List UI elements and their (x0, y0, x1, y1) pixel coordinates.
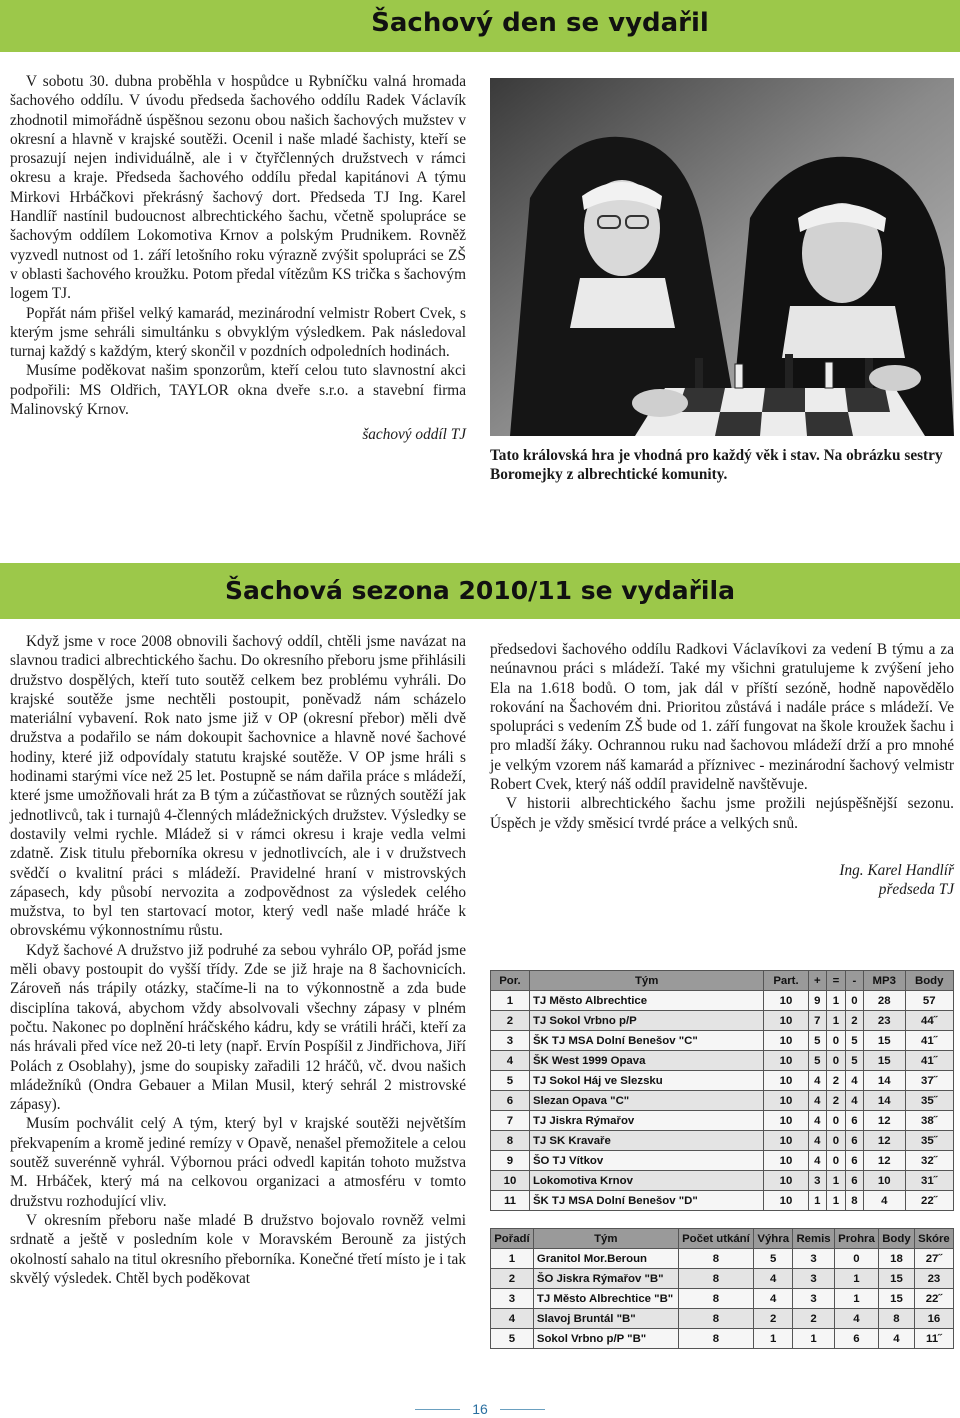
table-cell: 8 (678, 1269, 754, 1289)
table-cell: 4 (808, 1151, 827, 1171)
photo-caption: Tato královská hra je vhodná pro každý věk i stav. Na obrázku sestry Boromejky z albrechtické komunity. (490, 447, 943, 483)
table1-body (491, 991, 954, 1211)
table-header: - (845, 971, 863, 991)
table-cell: 5 (808, 1051, 827, 1071)
article1-body (10, 72, 466, 445)
table-cell: ŠO Jiskra Rýmařov "B" (533, 1269, 678, 1289)
table-header: Skóre (914, 1229, 953, 1249)
page-number: 16 (472, 1401, 488, 1417)
table-cell: 12 (863, 1131, 905, 1151)
table-cell: 57 (905, 991, 954, 1011)
table2-body (491, 1249, 954, 1349)
article1-paragraph: Popřát nám přišel velký kamarád, mezinárodní velmistr Robert Cvek, s kterým jsme sehráli simultánku s obvyklým výsledkem. Pak následoval turnaj každý s každým, který skončil v pozdních odpoledních hodinách. (10, 304, 466, 361)
article1-paragraph: Musíme poděkovat našim sponzorům, kteří celou tuto slavnostní akci podpořili: MS Oldřich, TAYLOR okna dveře s.r.o. a stavební firma Malinovský Krnov. (10, 362, 466, 419)
table-cell: TJ Město Albrechtice (529, 991, 763, 1011)
table-cell: 2 (491, 1269, 534, 1289)
table-cell: 10 (764, 991, 808, 1011)
table-cell: 1 (827, 991, 846, 1011)
signature-name: Ing. Karel Handlíř (839, 861, 954, 879)
photo-illustration (490, 78, 954, 436)
table-cell: 0 (845, 991, 863, 1011)
article2-paragraph: předsedovi šachového oddílu Radkovi Václavíkovi za vedení B týmu a za neúnavnou práci s mládeží. Také my všichni gratulujeme k zvýšení jeho Ela na 1.618 bodů. O tom, jak dál v příští sezóně, hodně napovědělo rokování na Šachovém dni. Prioritou zůstává i nadále práce s mládeží. Ve spolupráci s vedením ZŠ bude od 1. září fungovat na škole kroužek šachu i pro mladší žáky. Ochrannou ruku nad šachovou mládeží drží a pro mnohé je velkým vzorem náš kamarád a příznivec - mezinárodní šachový velmistr Robert Cvek, který náš oddíl pravidelně navštěvuje. (490, 641, 954, 794)
table-cell: 4 (808, 1111, 827, 1131)
table-cell: 3 (793, 1289, 835, 1309)
table-cell: TJ Město Albrechtice "B" (533, 1289, 678, 1309)
table-cell: 18 (879, 1249, 915, 1269)
table-cell: TJ SK Kravaře (529, 1131, 763, 1151)
table-cell: 1 (834, 1269, 878, 1289)
table-cell: 8 (845, 1191, 863, 1211)
table-cell: 3 (808, 1171, 827, 1191)
krajska-soutez-table (490, 970, 954, 1211)
table-cell: 3 (793, 1269, 835, 1289)
table-cell: 5 (845, 1051, 863, 1071)
okresni-prebor-table (490, 1228, 954, 1349)
table-cell: 7 (808, 1011, 827, 1031)
table-cell: 0 (827, 1111, 846, 1131)
table-cell: 6 (845, 1131, 863, 1151)
table-cell: 2 (845, 1011, 863, 1031)
table-cell: 0 (827, 1151, 846, 1171)
table-cell: 5 (845, 1031, 863, 1051)
table-cell: 23 (863, 1011, 905, 1031)
table-cell: 10 (764, 1011, 808, 1031)
table-cell: 6 (491, 1091, 530, 1111)
table-header: Por. (491, 971, 530, 991)
table-cell: 10 (764, 1151, 808, 1171)
article2-right-column (490, 640, 954, 900)
table-cell: 1 (827, 1011, 846, 1031)
table-header: Body (879, 1229, 915, 1249)
article2-banner (0, 563, 960, 619)
table-cell: 14 (863, 1071, 905, 1091)
table-cell: 1 (827, 1191, 846, 1211)
table-cell: 8 (678, 1289, 754, 1309)
table-header: Tým (533, 1229, 678, 1249)
table-cell: 4 (863, 1191, 905, 1211)
article1-paragraph: V sobotu 30. dubna proběhla v hospůdce u Rybníčku valná hromada šachového oddílu. V úvodu předseda šachového oddílu Radek Václavík zhodnotil mimořádně úspěšnou sezonu obou našich šachových mužstev v okresní a hlavně v krajské soutěži. Ocenil i naše mladé šachisty, kteří se prosazují nejen individuálně, ale i v čtyřčlenných družstvech v rámci okresu a kraje. Předseda šachového oddílu předal kapitánovi A týmu Mirkovi Hrbáčkovi překrásný šachový dort. Předseda TJ Ing. Karel Handlíř nastínil budoucnost albrechtického šachu, včetně spolupráce se šachovým oddílem Lokomotiva Krnov a polským Prudnikem. Rovněž vyzvedl nutnost od 1. září letošního roku výrazně zvýšit spolupráci se ZŠ v oblasti šachového kroužku. Potom předal vítězům KS trička s šachovým logem TJ. (10, 73, 466, 303)
table-cell: 4 (834, 1309, 878, 1329)
table-cell: 5 (491, 1329, 534, 1349)
table-cell: TJ Sokol Háj ve Slezsku (529, 1071, 763, 1091)
table-cell: 3 (491, 1289, 534, 1309)
table-cell: 6 (834, 1329, 878, 1349)
table-cell: 35˝ (905, 1131, 954, 1151)
table-cell: 1 (754, 1329, 793, 1349)
signature-role: předseda TJ (878, 881, 954, 899)
table-header: Part. (764, 971, 808, 991)
table-cell: 2 (827, 1091, 846, 1111)
table-row (491, 1131, 954, 1151)
table-cell: 22˝ (914, 1289, 953, 1309)
table-cell: 9 (808, 991, 827, 1011)
article2-paragraph: V historii albrechtického šachu jsme prožili nejúspěšnější sezonu. Úspěch je vždy směsicí tvrdé práce a velkých snů. (490, 795, 954, 832)
table-header: Počet utkání (678, 1229, 754, 1249)
table-cell: 4 (808, 1131, 827, 1151)
table-cell: 10 (764, 1091, 808, 1111)
table-cell: 10 (764, 1171, 808, 1191)
article2-paragraph: Když šachové A družstvo již podruhé za sebou vyhrálo OP, pořád jsme měli obavy postoupit do vyšší třídy. Zde se již hraje na 8 šachovnicích. Zároveň nás trápily otázky, stačíme-li na to výkonnostně a zda bude disciplína taková, abychom vždy absolvovali všechny zápasy v plném počtu. Nakonec po doplnění hráčského kádru, kdy se vrátili hráči, kteří za nás hrávali před více než 20-ti lety (např. Ervín Pospíšil z Jindřichova, Jiří Polách z Osoblahy), jsme do soupisky zařadili 12 hráčů, vč. dvou našich mládežníků (Ondra Gebauer a Milan Musil, který sehrál 2 mistrovské zápasy). (10, 941, 466, 1114)
table-cell: 15 (879, 1269, 915, 1289)
table-cell: Lokomotiva Krnov (529, 1171, 763, 1191)
table-header: Prohra (834, 1229, 878, 1249)
table-cell: 4 (808, 1091, 827, 1111)
table-cell: Granitol Mor.Beroun (533, 1249, 678, 1269)
table-cell: 4 (754, 1289, 793, 1309)
table-cell: 10 (764, 1111, 808, 1131)
table-cell: 8 (491, 1131, 530, 1151)
table-cell: 38˝ (905, 1111, 954, 1131)
table-cell: 28 (863, 991, 905, 1011)
table-cell: 41˝ (905, 1051, 954, 1071)
table-cell: 35˝ (905, 1091, 954, 1111)
table-row (491, 1289, 954, 1309)
table-cell: 10 (764, 1071, 808, 1091)
table-cell: 5 (491, 1071, 530, 1091)
table-cell: 6 (845, 1171, 863, 1191)
table-cell: 0 (827, 1031, 846, 1051)
article2-left-column (10, 632, 466, 1288)
article2-paragraph: Když jsme v roce 2008 obnovili šachový oddíl, chtěli jsme navázat na slavnou tradici albrechtického šachu. Do okresního přeboru jsme přihlásili družstvo dospělých, kteří tuto soutěž celkem bez problému vyhráli. Do krajské soutěže jsme nechtěli postoupit, poněvadž nám scházelo materiální vybavení. Rok nato jsme již v OP (okresní přebor) měli dvě družstva a podařilo se nám dokoupit šachovnice a hlavně nové šachové hodiny, které již odpovídaly statutu krajské soutěže. V OP jsme hráli s hodinami starými více než 25 let. Postupně se nám dařila práce s mládeží, které jsme umožňovali hrát za B tým a zúčastňovat se různých soutěží jak jednotlivců, tak i turnajů 4-členných mládežnických družstev. Výsledky se dostavily velmi rychle. Mládež si v rámci okresu i kraje vedla velmi zdatně. Zisk titulu přeborníka okresu v jednotlivcích, ale i v družstvech svědčí o kvalitní práci s mládeží. Pravidelné hraní v mistrovských zápasech, kdy působí nervozita a zodpovědnost za výsledek celého mužstva, to byl ten startovací motor, který vedl naše mladé hráče k obrovskému výkonnostnímu růstu. (10, 633, 466, 940)
table-cell: TJ Sokol Vrbno p/P (529, 1011, 763, 1031)
table-cell: 4 (808, 1071, 827, 1091)
table-row (491, 1091, 954, 1111)
table-cell: ŠO TJ Vítkov (529, 1151, 763, 1171)
table-cell: 1 (793, 1329, 835, 1349)
table-cell: 2 (491, 1011, 530, 1031)
table-header: Tým (529, 971, 763, 991)
table-cell: 12 (863, 1111, 905, 1131)
table-cell: 5 (754, 1249, 793, 1269)
table-row (491, 1269, 954, 1289)
table-row (491, 1309, 954, 1329)
table-header-row (491, 971, 954, 991)
table-cell: 10 (764, 1051, 808, 1071)
table-row (491, 1151, 954, 1171)
table-cell: 2 (754, 1309, 793, 1329)
table-cell: 8 (678, 1249, 754, 1269)
table-cell: 1 (491, 1249, 534, 1269)
table-cell: 23 (914, 1269, 953, 1289)
table-cell: 0 (827, 1131, 846, 1151)
table-cell: 15 (863, 1031, 905, 1051)
table-cell: Slavoj Bruntál "B" (533, 1309, 678, 1329)
table-cell: 12 (863, 1151, 905, 1171)
table-cell: 11˝ (914, 1329, 953, 1349)
table-header-row (491, 1229, 954, 1249)
table-cell: ŠK TJ MSA Dolní Benešov "D" (529, 1191, 763, 1211)
table-row (491, 1249, 954, 1269)
table-cell: 7 (491, 1111, 530, 1131)
table-cell: 11 (491, 1191, 530, 1211)
table-cell: 32˝ (905, 1151, 954, 1171)
table-header: Pořadí (491, 1229, 534, 1249)
table-cell: 6 (845, 1111, 863, 1131)
table-row (491, 1171, 954, 1191)
table-cell: TJ Jiskra Rýmařov (529, 1111, 763, 1131)
table-cell: 2 (827, 1071, 846, 1091)
table-cell: 15 (879, 1289, 915, 1309)
table-cell: ŠK TJ MSA Dolní Benešov "C" (529, 1031, 763, 1051)
table-cell: 6 (845, 1151, 863, 1171)
table-cell: 4 (491, 1309, 534, 1329)
table-header: + (808, 971, 827, 991)
article1-title: Šachový den se vydařil (371, 8, 709, 38)
table-header: Body (905, 971, 954, 991)
table-cell: 37˝ (905, 1071, 954, 1091)
table-cell: 8 (879, 1309, 915, 1329)
table-cell: 5 (808, 1031, 827, 1051)
table-cell: 10 (764, 1031, 808, 1051)
table-row (491, 1329, 954, 1349)
table-cell: 14 (863, 1091, 905, 1111)
nuns-chess-photo (490, 78, 954, 436)
table-cell: 1 (827, 1171, 846, 1191)
table-cell: 4 (845, 1091, 863, 1111)
table-cell: 15 (863, 1051, 905, 1071)
table-row (491, 1051, 954, 1071)
table-row (491, 1031, 954, 1051)
table-cell: 4 (845, 1071, 863, 1091)
table-header: = (827, 971, 846, 991)
table-row (491, 991, 954, 1011)
table-cell: 27˝ (914, 1249, 953, 1269)
page-footer (0, 1401, 960, 1417)
table-row (491, 1071, 954, 1091)
table-cell: Slezan Opava "C" (529, 1091, 763, 1111)
article2-title: Šachová sezona 2010/11 se vydařila (225, 576, 735, 605)
table-row (491, 1011, 954, 1031)
article2-paragraph: V okresním přeboru naše mladé B družstvo bojovalo rovněž velmi srdnatě a ještě v posledním kole v Moravském Berouně za jistých okolností sahalo na titul okresního přeborníka. Konečné třetí místo je i tak skvělý výsledek. Chtěl bych poděkovat (10, 1211, 466, 1287)
table-cell: 4 (491, 1051, 530, 1071)
table-row (491, 1111, 954, 1131)
table-cell: 2 (793, 1309, 835, 1329)
table-cell: 0 (827, 1051, 846, 1071)
table-cell: 10 (764, 1131, 808, 1151)
table-header: Výhra (754, 1229, 793, 1249)
table-cell: 4 (754, 1269, 793, 1289)
table-cell: 1 (808, 1191, 827, 1211)
table-cell: 10 (863, 1171, 905, 1191)
footer-rule (500, 1409, 545, 1410)
table-cell: 4 (879, 1329, 915, 1349)
article1-banner (0, 0, 960, 52)
article2-paragraph: Musím pochválit celý A tým, který byl v krajské soutěži největším překvapením a kromě jediné remízy v Opavě, nenašel přemožitele a celou soutěž suverénně vyhrál. Výbornou práci odvedl kapitán tohoto mužstva M. Hrbáček, který má na celkovou organizaci a atmosféru v tomto družstvu rozhodující vliv. (10, 1115, 466, 1210)
table-cell: 41˝ (905, 1031, 954, 1051)
table-cell: 8 (678, 1309, 754, 1329)
table-header: Remis (793, 1229, 835, 1249)
table-cell: 9 (491, 1151, 530, 1171)
table-cell: 3 (793, 1249, 835, 1269)
table-cell: 8 (678, 1329, 754, 1349)
table-cell: 44˝ (905, 1011, 954, 1031)
table-header: MP3 (863, 971, 905, 991)
table-cell: 16 (914, 1309, 953, 1329)
table-row (491, 1191, 954, 1211)
table-cell: 1 (491, 991, 530, 1011)
table-cell: Sokol Vrbno p/P "B" (533, 1329, 678, 1349)
table-cell: 3 (491, 1031, 530, 1051)
footer-rule (415, 1409, 460, 1410)
table-cell: 1 (834, 1289, 878, 1309)
table-cell: 31˝ (905, 1171, 954, 1191)
table-cell: 22˝ (905, 1191, 954, 1211)
table-cell: 10 (491, 1171, 530, 1191)
article1-signature: šachový oddíl TJ (362, 426, 466, 444)
table-cell: 10 (764, 1191, 808, 1211)
table-cell: ŠK West 1999 Opava (529, 1051, 763, 1071)
table-cell: 0 (834, 1249, 878, 1269)
